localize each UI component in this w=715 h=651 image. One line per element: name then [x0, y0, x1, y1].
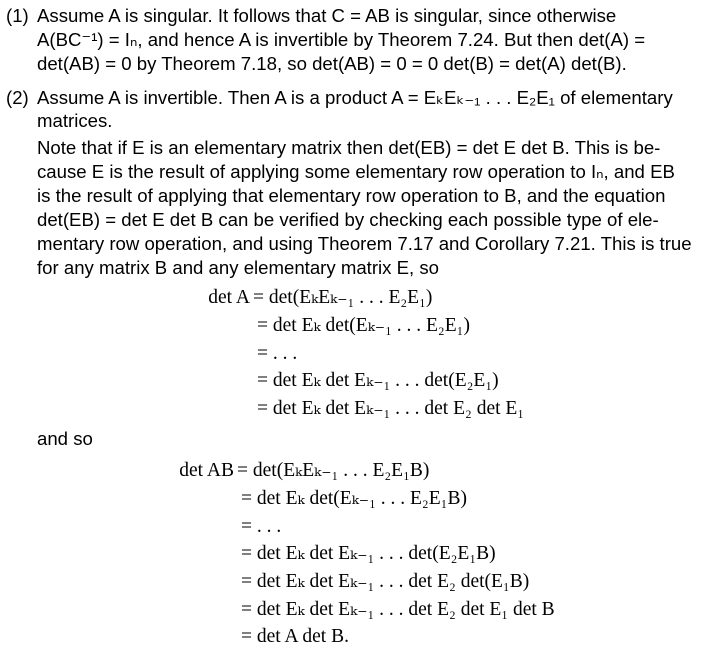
- item-2-line-2: matrices.: [37, 110, 113, 131]
- eq2-row-7: = det A det B.: [241, 626, 349, 647]
- eq1-lhs: det A: [208, 287, 250, 308]
- eq1-row-1: = det(EₖEₖ₋₁ . . . E₂E₁): [253, 287, 433, 308]
- note-line-5: mentary row operation, and using Theorem 7.17 and Corollary 7.21. This is true: [37, 233, 692, 254]
- and-so-text: and so: [37, 428, 93, 449]
- note-line-4: det(EB) = det E det B can be verified by checking each possible type of ele-: [37, 209, 659, 230]
- eq2-lhs: det AB: [179, 460, 234, 481]
- eq2-row-3: = . . .: [241, 516, 282, 537]
- eq2-row-2: = det Eₖ det(Eₖ₋₁ . . . E₂E₁B): [241, 488, 467, 509]
- eq2-row-5: = det Eₖ det Eₖ₋₁ . . . det E₂ det(E₁B): [241, 571, 530, 592]
- item-1-line-1: Assume A is singular. It follows that C = AB is singular, since otherwise: [37, 5, 617, 26]
- eq2-row-1: = det(EₖEₖ₋₁ . . . E₂E₁B): [237, 460, 430, 481]
- eq1-row-5: = det Eₖ det Eₖ₋₁ . . . det E₂ det E₁: [257, 398, 525, 419]
- eq2-row-6: = det Eₖ det Eₖ₋₁ . . . det E₂ det E₁ det B: [241, 599, 555, 620]
- eq1-row-2: = det Eₖ det(Eₖ₋₁ . . . E₂E₁): [257, 315, 470, 336]
- item-2-line-1: Assume A is invertible. Then A is a product A = EₖEₖ₋₁ . . . E₂E₁ of elementary: [37, 87, 673, 108]
- item-1-label: (1): [6, 5, 29, 26]
- item-2-label: (2): [6, 87, 29, 108]
- note-line-2: cause E is the result of applying some elementary row operation to Iₙ, and EB: [37, 161, 675, 182]
- item-1-line-3: det(AB) = 0 by Theorem 7.18, so det(AB) = 0 = 0 det(B) = det(A) det(B).: [37, 53, 627, 74]
- note-line-3: is the result of applying that elementary row operation to B, and the equation: [37, 185, 666, 206]
- eq1-row-3: = . . .: [257, 343, 298, 364]
- note-line-6: for any matrix B and any elementary matrix E, so: [37, 257, 439, 278]
- note-line-1: Note that if E is an elementary matrix then det(EB) = det E det B. This is be-: [37, 137, 661, 158]
- eq1-row-4: = det Eₖ det Eₖ₋₁ . . . det(E₂E₁): [257, 370, 499, 391]
- item-1-line-2: A(BC⁻¹) = Iₙ, and hence A is invertible by Theorem 7.24. But then det(A) =: [37, 29, 646, 50]
- eq2-row-4: = det Eₖ det Eₖ₋₁ . . . det(E₂E₁B): [241, 543, 496, 564]
